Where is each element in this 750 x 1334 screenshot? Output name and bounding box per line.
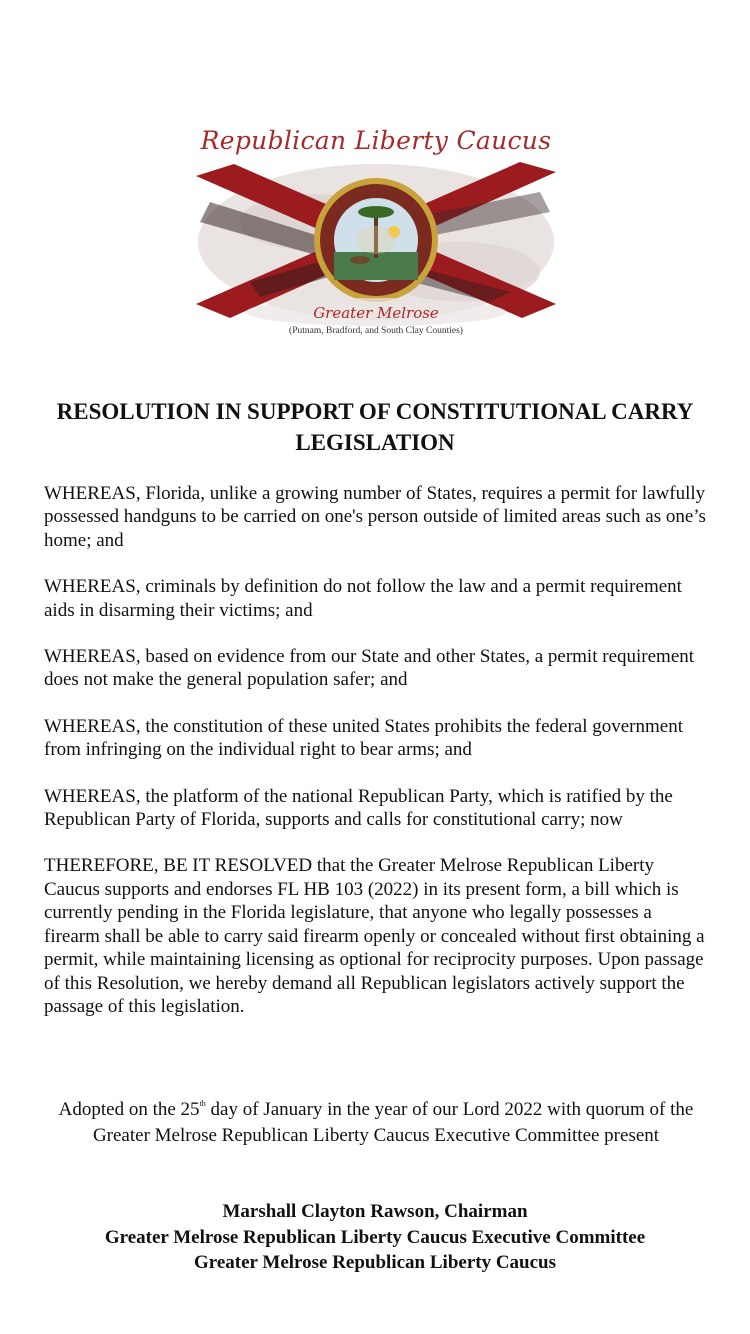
whereas-paragraph-1: WHEREAS, Florida, unlike a growing number of States, requires a permit for lawfully possessed handguns to be carried on one's person outside of limited areas such as one’s home; and — [44, 483, 706, 551]
document-title: RESOLUTION IN SUPPORT OF CONSTITUTIONAL CARRY LEGISLATION — [56, 399, 694, 455]
adoption-ordinal: th — [199, 1099, 206, 1108]
resolved-paragraph: THEREFORE, BE IT RESOLVED that the Greater Melrose Republican Liberty Caucus supports and endorses FL HB 103 (2022) in its present form, a bill which is currently pending in the Florida legislature, that anyone who legally possesses a firearm shall be able to carry said firearm openly or concealed without first obtaining a permit, while maintaining licensing as optional for reciprocity purposes. Upon passage of this Resolution, we hereby demand all Republican legislators actively support the passage of this legislation. — [44, 855, 705, 1017]
florida-flag-seal-icon — [190, 162, 562, 420]
whereas-paragraph-3: WHEREAS, based on evidence from our State and other States, a permit requirement does not make the general population safer; and — [44, 646, 695, 691]
adoption-prefix: Adopted on the 25 — [58, 1099, 200, 1120]
signature-line-2: Greater Melrose Republican Liberty Caucus Executive Committee — [104, 1226, 646, 1248]
signature-line-3: Greater Melrose Republican Liberty Caucus — [193, 1252, 557, 1273]
logo-title: Republican Liberty Caucus — [200, 126, 552, 155]
whereas-paragraph-4: WHEREAS, the constitution of these united States prohibits the federal government from infringing on the individual right to bear arms; and — [44, 715, 684, 761]
adoption-suffix: day of January in the year of our Lord 2022 with quorum of the Greater Melrose Republican Liberty Caucus Executive Committee present — [92, 1099, 694, 1146]
whereas-paragraph-5: WHEREAS, the platform of the national Republican Party, which is ratified by the Republican Party of Florida, supports and calls for constitutional carry; now — [44, 785, 673, 831]
logo-subtitle: Greater Melrose — [313, 304, 439, 322]
whereas-paragraph-2: WHEREAS, criminals by definition do not follow the law and a permit requirement aids in disarming their victims; and — [44, 576, 682, 621]
caucus-logo — [180, 118, 572, 344]
resolution-body — [44, 482, 708, 1041]
signature-block — [30, 1199, 720, 1276]
adoption-statement — [44, 1097, 708, 1148]
logo-counties: (Putnam, Bradford, and South Clay Counties) — [289, 326, 463, 336]
signature-line-1: Marshall Clayton Rawson, Chairman — [222, 1201, 528, 1222]
